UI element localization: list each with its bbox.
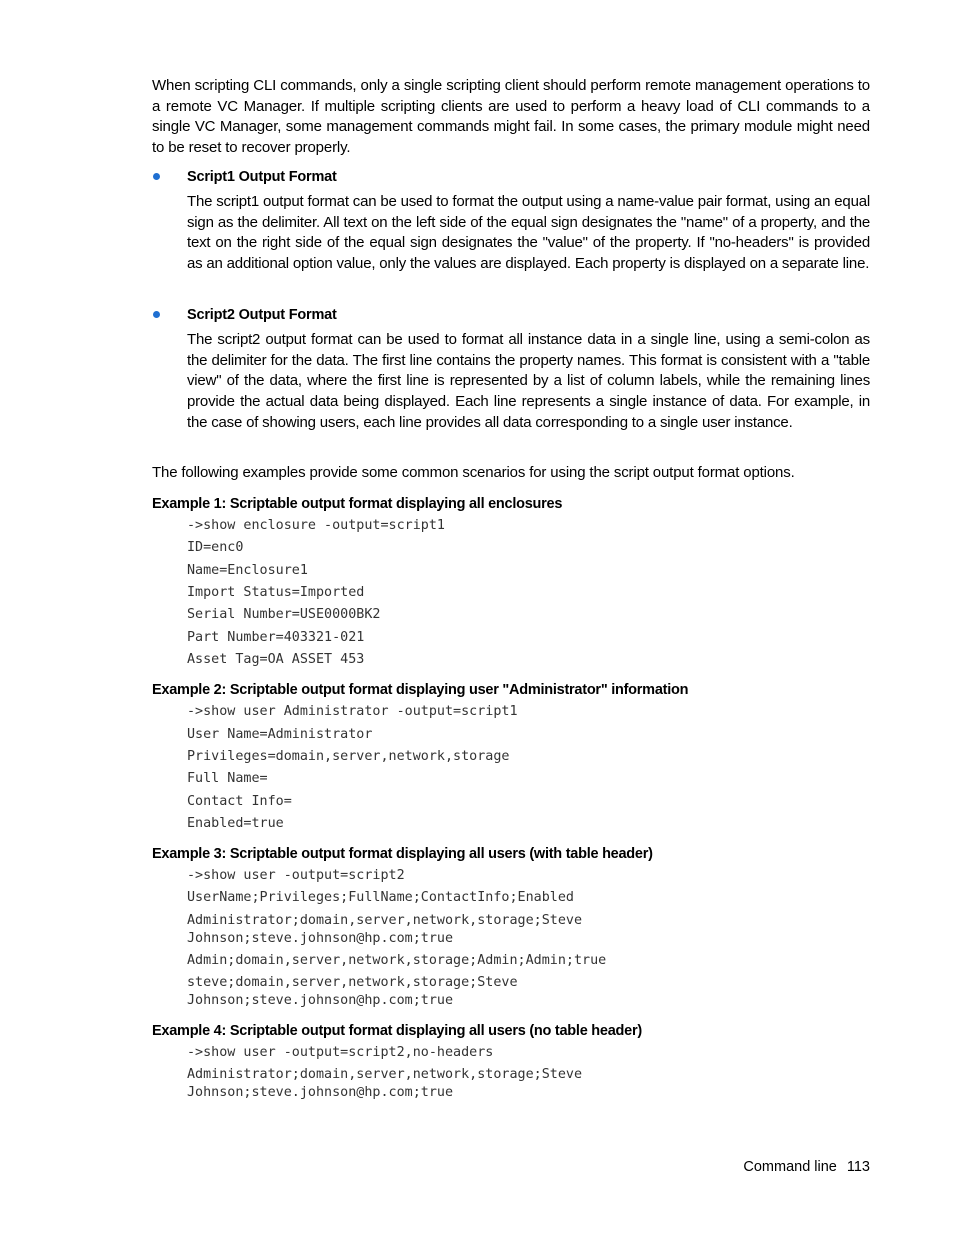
script1-heading: Script1 Output Format xyxy=(187,169,337,185)
script1-description: The script1 output format can be used to format the output using a name-value pair format, using an equal sign as the delimiter. All text on the left side of the equal sign designates the "name" of a property, and the text on the right side of the equal sign designates the "value" of the property. If "no-headers" is provided as an additional option value, only the values are displayed. Each property is displayed on a separate line. xyxy=(187,193,870,273)
bullet-icon xyxy=(153,173,160,180)
example-1-title: Example 1: Scriptable output format displaying all enclosures xyxy=(152,496,563,512)
code-line: Asset Tag=OA ASSET 453 xyxy=(187,652,365,667)
code-line: Full Name= xyxy=(187,771,268,786)
code-line: Administrator;domain,server,network,storage;Steve Johnson;steve.johnson@hp.com;true xyxy=(187,913,583,946)
bullet-icon xyxy=(153,311,160,318)
code-line: ->show user -output=script2,no-headers xyxy=(187,1045,494,1060)
code-line: ->show user Administrator -output=script1 xyxy=(187,704,518,719)
page-footer xyxy=(743,1158,870,1176)
page-number: 113 xyxy=(846,1159,870,1175)
examples-intro: The following examples provide some common scenarios for using the script output format options. xyxy=(152,464,795,481)
footer-section: Command line xyxy=(743,1159,837,1175)
code-line: ->show enclosure -output=script1 xyxy=(187,518,445,533)
example-4-title: Example 4: Scriptable output format displaying all users (no table header) xyxy=(152,1023,642,1039)
code-line: Privileges=domain,server,network,storage xyxy=(187,749,510,764)
code-line: Import Status=Imported xyxy=(187,585,365,600)
example-3-title: Example 3: Scriptable output format displaying all users (with table header) xyxy=(152,846,653,862)
code-line: ->show user -output=script2 xyxy=(187,868,405,883)
code-line: UserName;Privileges;FullName;ContactInfo;Enabled xyxy=(187,890,574,905)
intro-paragraph: When scripting CLI commands, only a single scripting client should perform remote management operations to a remote VC Manager. If multiple scripting clients are used to perform a heavy load of CLI commands to a single VC Manager, some management commands might fail. In some cases, the primary module might need to be reset to recover properly. xyxy=(152,77,870,157)
code-line: Part Number=403321-021 xyxy=(187,630,365,645)
code-line: Admin;domain,server,network,storage;Admin;Admin;true xyxy=(187,953,607,968)
script2-heading: Script2 Output Format xyxy=(187,307,337,323)
code-line: steve;domain,server,network,storage;Steve Johnson;steve.johnson@hp.com;true xyxy=(187,975,518,1008)
code-line: Enabled=true xyxy=(187,816,284,831)
code-line: Contact Info= xyxy=(187,794,292,809)
code-line: Name=Enclosure1 xyxy=(187,563,308,578)
code-line: Administrator;domain,server,network,storage;Steve Johnson;steve.johnson@hp.com;true xyxy=(187,1067,583,1100)
example-2-title: Example 2: Scriptable output format displaying user "Administrator" information xyxy=(152,682,689,698)
script2-description: The script2 output format can be used to format all instance data in a single line, using a semi-colon as the delimiter for the data. The first line contains the property names. This format is consistent with a "table view" of the data, where the first line is represented by a list of column labels, while the remaining lines provide the actual data being displayed. Each line represents a single instance of data. For example, in the case of showing users, each line provides all data corresponding to a single user instance. xyxy=(187,331,870,431)
code-line: ID=enc0 xyxy=(187,540,244,555)
code-line: Serial Number=USE0000BK2 xyxy=(187,607,381,622)
code-line: User Name=Administrator xyxy=(187,727,373,742)
